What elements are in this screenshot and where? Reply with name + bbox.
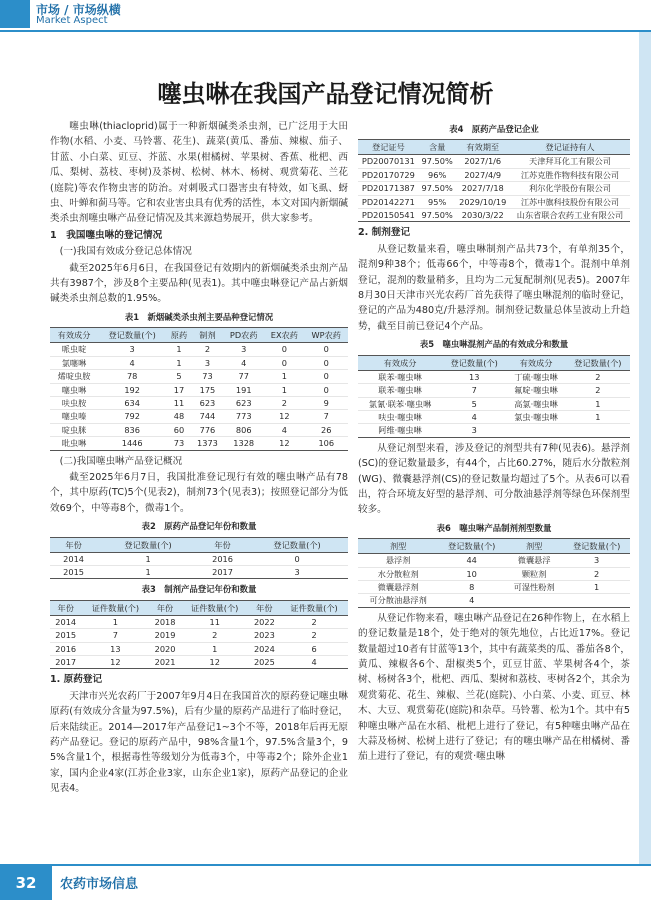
table1-col-header: 有效成分 [50,328,98,343]
table1-caption: 表1 新烟碱类杀虫剂主要品种登记情况 [124,311,274,322]
table3-cell: 2024 [249,642,280,655]
table1-cell: 4 [223,356,264,369]
table1-cell: 836 [98,423,166,436]
table4 [358,139,630,222]
table4-cell: 97.50% [419,182,456,195]
table3-col-header: 证件数量(个) [181,600,249,615]
magazine-name: 农药市场信息 [60,877,139,892]
table6-cell: 水分散粒剂 [358,567,438,580]
table5-cell: 7 [442,384,506,397]
subsection-heading-formulation: 2. 制剂登记 [358,227,411,239]
table5-cell: 联苯·噻虫啉 [358,384,442,397]
table5-cell [566,424,630,437]
table2-row [50,565,348,578]
table5-cell: 2 [566,384,630,397]
table2-cell: 2017 [199,565,246,578]
table1-cell: 5 [166,370,191,383]
table4-cell: 2027/1/6 [456,155,510,168]
table6-cell: 颗粒剂 [505,567,563,580]
table2-cell: 2016 [199,552,246,565]
crop-paragraph: 从登记作物来看，噻虫啉产品登记在26种作物上，在水稻上的登记数量是18个，处于绝对的领先地位，占比近17%。登记数量超过10者有甘蓝等13个，其中有蔬菜类的瓜、番茄各8个，黄瓜、辣椒各6个、甜椒类5个，豇豆甘蓝、苹果树各4个，茶树、杨树各3个，枇杷、西瓜、梨树和荔枝、枣树各2个，其余为观赏菊花、花生、辣椒、兰花(庭院)、小白菜、小麦、豇豆、林木、大豆、观赏菊花(庭院)和杂草。马铃薯、松为1个。其中有5种噻虫啉产品在水稻、枇杷上进行了登记，有5种噻虫啉产品在大蒜及杨树、松树上进行了登记；有的噻虫啉产品在柑橘树、番茄上进行了登记，有的观赏·噻虫啉 [358,612,630,763]
table3-cell: 2019 [149,629,180,642]
table3-col-header: 证件数量(个) [280,600,348,615]
table6-col-header: 登记数量(个) [438,539,505,554]
table1-header [50,328,348,343]
table3-cell: 2016 [50,642,81,655]
table4-cell: 山东省联合农药工业有限公司 [510,209,630,222]
table4-cell: 2027/4/9 [456,168,510,181]
table1-cell: 192 [98,383,166,396]
table1-cell: 4 [98,356,166,369]
table1-cell: 啶虫脒 [50,423,98,436]
table3-col-header: 年份 [50,600,81,615]
table2-col-header: 登记数量(个) [97,537,199,552]
table1-cell: 1 [264,370,304,383]
table6-cell: 44 [438,554,505,567]
table1-row [50,383,348,396]
table5-cell: 2 [566,370,630,383]
footer-rule [0,864,651,866]
table1-cell: 氯噻啉 [50,356,98,369]
table5-cell: 高氯·噻虫啉 [506,397,565,410]
table6-row [358,594,630,607]
table1-row [50,370,348,383]
table1-row [50,410,348,423]
table5-cell: 氯氰·联苯·噻虫啉 [358,397,442,410]
table4-cell: 江苏克胜作物科技有限公司 [510,168,630,181]
table3-cell: 1 [181,642,249,655]
table4-cell: 2027/7/18 [456,182,510,195]
table4-col-header: 登记证持有人 [510,140,630,155]
table1-cell: 4 [264,423,304,436]
table5-cell: 13 [442,370,506,383]
table4-cell: 2029/10/19 [456,195,510,208]
table1-cell: 0 [305,370,348,383]
table5-header [358,355,630,370]
table4-cell: 96% [419,168,456,181]
table1-cell: 1328 [223,437,264,450]
table3-cell: 2022 [249,615,280,628]
table6-body [358,554,630,608]
table1-cell: 噻虫啉 [50,383,98,396]
table2-row [50,552,348,565]
table1-cell: 175 [192,383,224,396]
table3-cell: 2 [280,615,348,628]
table5-row [358,397,630,410]
table3-col-header: 年份 [249,600,280,615]
table5-col-header: 登记数量(个) [566,355,630,370]
formulation-type-paragraph: 从登记剂型来看，涉及登记的剂型共有7种(见表6)。悬浮剂(SC)的登记数量最多，有44个，占比60.27%，随后水分散粒剂(WG)、微囊悬浮剂(CS)的登记数量均超过了5个。从表6可以看出，符合环境友好型的悬浮剂、可分散油悬浮剂等绿色环保剂型较多。 [358,442,630,516]
table6-col-header: 剂型 [505,539,563,554]
table4-cell: PD20150541 [358,209,419,222]
table5-cell: 1 [566,410,630,423]
table1-row [50,343,348,356]
table1-cell: 73 [192,370,224,383]
table4-cell: 97.50% [419,209,456,222]
table4-cell: PD20171387 [358,182,419,195]
table5-cell: 4 [442,410,506,423]
table3-cell: 2 [280,629,348,642]
table4-col-header: 有效期至 [456,140,510,155]
table1-col-header: PD农药 [223,328,264,343]
raw-material-paragraph: 天津市兴光农药厂于2007年9月4日在我国首次的原药登记噻虫啉原药(有效成分含量为97.5%)，后有少量的原药产品进行了临时登记，后来陆续正。2014—2017年产品登记1~3个不等，2018年后再无原药产品登记。登记的原药产品中，98%含量1个，97.5%含量3个，95%含量1个，根据毒性等级划分为低毒3个，中等毒2个；除外企业1家，国内企业4家(江苏企业3家，山东企业1家)，原药产品登记的企业见表4。 [50,690,348,795]
table6-cell: 可分散油悬浮剂 [358,594,438,607]
table1-cell: 48 [166,410,191,423]
table2-body [50,552,348,579]
table5-cell: 氯虫·噻虫啉 [506,410,565,423]
table5-col-header: 有效成分 [506,355,565,370]
subsection-paragraph-1-1: 截至2025年6月6日，在我国登记有效期内的新烟碱类杀虫剂产品共有3987个，涉及8个主要品种(见表1)。其中噻虫啉登记产品占新烟碱类杀虫剂总数的1.95%。 [50,262,348,305]
table3-col-header: 证件数量(个) [81,600,149,615]
table6-cell: 1 [563,580,630,593]
table1-cell: 77 [223,370,264,383]
table3-cell: 6 [280,642,348,655]
table3-cell: 7 [81,629,149,642]
table5-caption: 表5 噻虫啉混剂产品的有效成分和数量 [419,339,569,350]
table1-cell: 773 [223,410,264,423]
table1-cell: 623 [192,396,224,409]
table1-cell: 11 [166,396,191,409]
table6-row [358,554,630,567]
table2-cell: 1 [97,565,199,578]
table1-cell: 7 [305,410,348,423]
table6-cell: 8 [438,580,505,593]
section-heading-1: 1 我国噻虫啉的登记情况 [50,229,163,241]
article-title: 噻虫啉在我国产品登记情况简析 [157,79,494,108]
table3-cell: 2018 [149,615,180,628]
table1-row [50,423,348,436]
table1-cell: 191 [223,383,264,396]
table1-cell: 78 [98,370,166,383]
subsection-heading-1-2: (二)我国噻虫啉产品登记概况 [59,455,183,467]
section-title: 市场 / 市场纵横 [36,3,121,17]
table3 [50,600,348,670]
table3-cell: 12 [181,656,249,669]
table3-cell: 13 [81,642,149,655]
table1-cell: 0 [305,356,348,369]
table5-cell [506,424,565,437]
intro-paragraph: 噻虫啉(thiacloprid)属于一种新烟碱类杀虫剂，已广泛用于大田作物(水稻、小麦、马铃薯、花生)、蔬菜(黄瓜、番茄、辣椒、茄子、甘蓝、小白菜、豇豆、芥蓝、水果(柑橘树、苹果树、香蕉、枇杷、西瓜、梨树、荔枝、枣树)及茶树、松树、林木、杨树、观赏菊花、兰花(庭院)等农作物虫害的防治。对刺吸式口器害虫有特效，如飞虱、蚜虫、叶蝉和蓟马等。它和农业害虫具有优秀的活性，本文对国内新烟碱类杀虫剂噻虫啉产品登记情况及其来源趋势展开，供大家参考。 [50,121,348,225]
table5-cell: 5 [442,397,506,410]
table2-cell: 1 [97,552,199,565]
table4-cell: 江苏中旗科技股份有限公司 [510,195,630,208]
table3-row [50,642,348,655]
table6-cell: 可湿性粉剂 [505,580,563,593]
table3-header [50,600,348,615]
formulation-paragraph: 从登记数量来看，噻虫啉制剂产品共73个，有单剂35个，混剂9种38个；低毒66个，中等毒8个，微毒1个。混剂中单剂登记，混剂的数量稍多，且均为二元复配制剂(见表5)。2007年8月30日天津市兴光农药厂首先获得了噻虫啉混剂的临时登记，登记的产品为480克/升悬浮剂。制剂登记数量总体呈波动上升趋势，截至目前已登记4个产品。 [358,243,630,332]
table3-cell: 2023 [249,629,280,642]
table6-cell: 4 [438,594,505,607]
table3-cell: 2017 [50,656,81,669]
table4-cell: PD20170729 [358,168,419,181]
page-number: 32 [0,866,52,900]
table1-cell: 2 [264,396,304,409]
table1-row [50,437,348,450]
table1-body [50,343,348,450]
table3-cell: 2015 [50,629,81,642]
table5-row [358,424,630,437]
table5-cell: 3 [442,424,506,437]
table1-col-header: 原药 [166,328,191,343]
table1-cell: 792 [98,410,166,423]
table4-row [358,195,630,208]
table5-cell: 联苯·噻虫啉 [358,370,442,383]
left-column [50,119,348,797]
table1-cell: 1 [166,343,191,356]
table5-row [358,410,630,423]
table6-header [358,539,630,554]
table1-cell: 26 [305,423,348,436]
table6-cell: 悬浮剂 [358,554,438,567]
table3-cell: 4 [280,656,348,669]
table4-cell: 97.50% [419,155,456,168]
table1-cell: 776 [192,423,224,436]
table5-row [358,370,630,383]
table5-cell: 阿维·噻虫啉 [358,424,442,437]
table3-cell: 2020 [149,642,180,655]
table5-cell: 丁硫·噻虫啉 [506,370,565,383]
table1-cell: 3 [192,356,224,369]
table6-caption: 表6 噻虫啉产品制剂剂型数量 [436,522,552,533]
table1-col-header: EX农药 [264,328,304,343]
table5-body [358,370,630,437]
table4-header [358,140,630,155]
table3-cell: 12 [81,656,149,669]
header-accent-bar [0,0,30,28]
table6-cell: 微囊悬浮剂 [358,580,438,593]
table2-col-header: 年份 [50,537,97,552]
table1-cell: 0 [264,343,304,356]
table1-cell: 哌虫啶 [50,343,98,356]
table1-cell: 吡虫啉 [50,437,98,450]
subsection-paragraph-1-2: 截至2025年6月7日，我国批准登记现行有效的噻虫啉产品有78个，其中原药(TC)5个(见表2)，制剂73个(见表3)；按照登记部分为低效69个，中等毒8个，微毒1个。 [50,471,348,514]
table2-header [50,537,348,552]
table1-cell: 1446 [98,437,166,450]
table6-cell [505,594,563,607]
table4-caption: 表4 原药产品登记企业 [449,124,539,134]
table3-cell: 2 [181,629,249,642]
table6-cell: 微囊悬浮 [505,554,563,567]
table6-col-header: 登记数量(个) [563,539,630,554]
table2-col-header: 年份 [199,537,246,552]
table1-cell: 1 [166,356,191,369]
table1-cell: 0 [264,356,304,369]
table1-row [50,396,348,409]
table1-cell: 17 [166,383,191,396]
table3-caption: 表3 制剂产品登记年份和数量 [141,584,257,595]
table1-cell: 2 [192,343,224,356]
table1-cell: 0 [305,383,348,396]
subsection-heading-raw-material: 1. 原药登记 [50,674,103,686]
table1 [50,327,348,450]
table2-cell: 0 [246,552,348,565]
table1-cell: 12 [264,437,304,450]
table1-col-header: 制剂 [192,328,224,343]
table3-body [50,615,348,669]
table5-col-header: 有效成分 [358,355,442,370]
table1-row [50,356,348,369]
table4-cell: PD20142271 [358,195,419,208]
table4-row [358,168,630,181]
table6-row [358,567,630,580]
table5-cell: 呋虫·噻虫啉 [358,410,442,423]
table4-body [358,155,630,222]
table1-col-header: 登记数量(个) [98,328,166,343]
table2 [50,537,348,580]
table1-cell: 634 [98,396,166,409]
subsection-heading-1-1: (一)我国有效成分登记总体情况 [59,246,192,258]
table1-cell: 3 [223,343,264,356]
table3-cell: 2025 [249,656,280,669]
table3-row [50,615,348,628]
table3-cell: 2021 [149,656,180,669]
table1-cell: 73 [166,437,191,450]
table2-cell: 2014 [50,552,97,565]
margin-strip [639,32,651,864]
table6-col-header: 剂型 [358,539,438,554]
table2-col-header: 登记数量(个) [246,537,348,552]
table1-cell: 1 [264,383,304,396]
table3-row [50,656,348,669]
table2-cell: 3 [246,565,348,578]
table5 [358,355,630,438]
table1-cell: 噻虫嗪 [50,410,98,423]
table1-cell: 12 [264,410,304,423]
table1-cell: 106 [305,437,348,450]
table1-cell: 0 [305,343,348,356]
table4-cell: 利尔化学股份有限公司 [510,182,630,195]
table4-row [358,155,630,168]
table6-cell: 10 [438,567,505,580]
table6-cell: 2 [563,567,630,580]
table1-col-header: WP农药 [305,328,348,343]
header-rule [0,30,651,32]
table5-row [358,384,630,397]
section-subtitle: Market Aspect [36,15,108,26]
table3-cell: 11 [181,615,249,628]
table4-row [358,182,630,195]
table2-cell: 2015 [50,565,97,578]
table6 [358,538,630,608]
table5-cell: 1 [566,397,630,410]
table6-cell [563,594,630,607]
table1-cell: 1373 [192,437,224,450]
table1-cell: 9 [305,396,348,409]
table4-col-header: 登记证号 [358,140,419,155]
table5-col-header: 登记数量(个) [442,355,506,370]
table4-cell: 2030/3/22 [456,209,510,222]
table3-col-header: 年份 [149,600,180,615]
table1-cell: 744 [192,410,224,423]
table1-cell: 3 [98,343,166,356]
table1-cell: 623 [223,396,264,409]
table3-cell: 1 [81,615,149,628]
right-column [358,119,630,765]
table6-row [358,580,630,593]
table1-cell: 60 [166,423,191,436]
table4-cell: 天津拜耳化工有限公司 [510,155,630,168]
table1-cell: 呋虫胺 [50,396,98,409]
table3-cell: 2014 [50,615,81,628]
table4-row [358,209,630,222]
table4-cell: PD20070131 [358,155,419,168]
table1-cell: 806 [223,423,264,436]
table4-cell: 95% [419,195,456,208]
table2-caption: 表2 原药产品登记年份和数量 [141,521,257,532]
table5-cell: 氟啶·噻虫啉 [506,384,565,397]
table6-cell: 3 [563,554,630,567]
table1-cell: 烯啶虫胺 [50,370,98,383]
table4-col-header: 含量 [419,140,456,155]
table3-row [50,629,348,642]
